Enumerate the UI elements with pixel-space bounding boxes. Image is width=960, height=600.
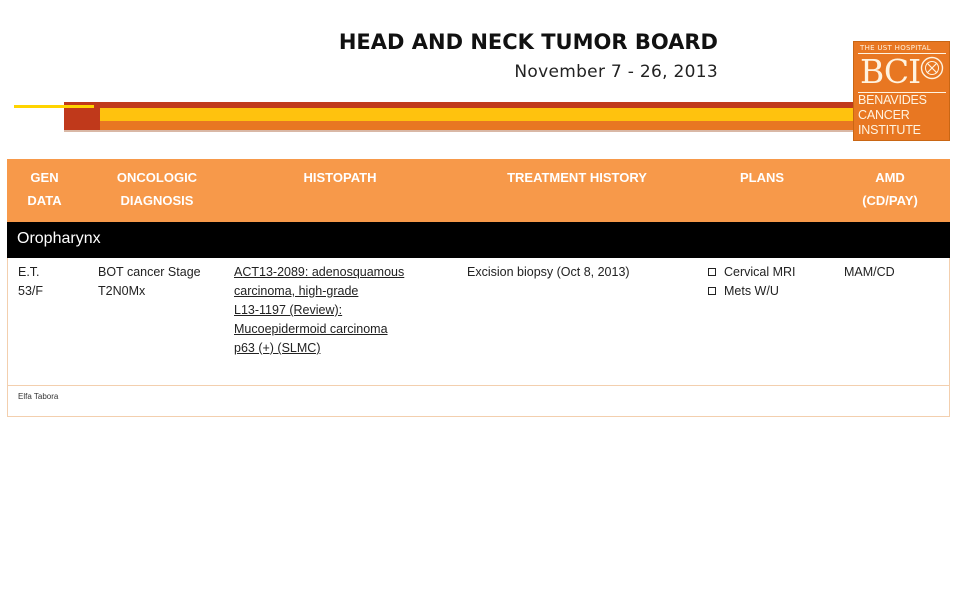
- logo-top-text: THE UST HOSPITAL: [860, 44, 931, 52]
- histopath-link[interactable]: ACT13-2089: adenosquamous: [234, 265, 405, 279]
- logo-line-1: BENAVIDES: [858, 93, 927, 107]
- cell-gen-data: [18, 263, 78, 301]
- footnote-row: [7, 386, 950, 417]
- page-title: HEAD AND NECK TUMOR BOARD: [338, 30, 718, 54]
- checkbox-bullet-icon: [708, 268, 716, 276]
- yellow-stripe: [100, 108, 950, 121]
- page-subtitle: November 7 - 26, 2013: [514, 62, 718, 82]
- checkbox-bullet-icon: [708, 287, 716, 295]
- col-header-histopath: HISTOPATH: [303, 170, 377, 185]
- section-label: Oropharynx: [17, 230, 101, 247]
- histopath-link[interactable]: p63 (+) (SLMC): [234, 341, 321, 355]
- institute-logo: [853, 41, 950, 141]
- diagnosis-line: BOT cancer Stage: [98, 265, 201, 279]
- plans-list: [708, 263, 823, 301]
- footnote-text: Elfa Tabora: [18, 392, 59, 401]
- patient-age-sex: 53/F: [18, 284, 44, 298]
- histopath-link[interactable]: carcinoma, high-grade: [234, 284, 359, 298]
- histopath-link[interactable]: L13-1197 (Review):: [234, 303, 343, 317]
- patient-initials: E.T.: [18, 265, 40, 279]
- logo-line-2: CANCER: [858, 108, 910, 122]
- col-header-line: AMD: [875, 170, 905, 185]
- col-header-line: GEN: [30, 170, 59, 185]
- cell-oncologic-diagnosis: [98, 263, 223, 301]
- col-header-plans: PLANS: [739, 170, 785, 185]
- logo-line-3: INSTITUTE: [858, 123, 921, 137]
- col-header-line: DATA: [27, 193, 62, 208]
- orange-stripe: [100, 121, 950, 130]
- cell-amd: MAM/CD: [844, 265, 895, 279]
- seal-emblem-icon: [920, 56, 944, 80]
- histopath-link[interactable]: Mucoepidermoid carcinoma: [234, 322, 388, 336]
- tumor-board-table: [7, 159, 950, 417]
- col-header-line: (CD/PAY): [862, 193, 918, 208]
- logo-abbr: BCI: [860, 52, 921, 91]
- cell-histopath: [234, 263, 449, 358]
- section-row-oropharynx: [7, 222, 950, 258]
- cell-treatment-history: Excision biopsy (Oct 8, 2013): [467, 265, 630, 279]
- diagnosis-line: T2N0Mx: [98, 284, 146, 298]
- cell-plans: [708, 263, 823, 301]
- col-header-gen-data: [7, 166, 82, 212]
- col-header-amd: [829, 166, 951, 212]
- col-header-line: DIAGNOSIS: [120, 193, 194, 208]
- table-header: [7, 159, 950, 222]
- plan-item: [708, 263, 823, 282]
- table-row: [7, 258, 950, 386]
- thin-yellow-line: [14, 105, 94, 108]
- plan-item: [708, 282, 823, 301]
- plan-label: Cervical MRI: [724, 265, 796, 279]
- stripe-shadow: [64, 130, 950, 132]
- col-header-oncologic-diagnosis: [92, 166, 222, 212]
- col-header-line: ONCOLOGIC: [116, 170, 198, 185]
- plan-label: Mets W/U: [724, 284, 779, 298]
- col-header-treatment-history: TREATMENT HISTORY: [507, 170, 647, 185]
